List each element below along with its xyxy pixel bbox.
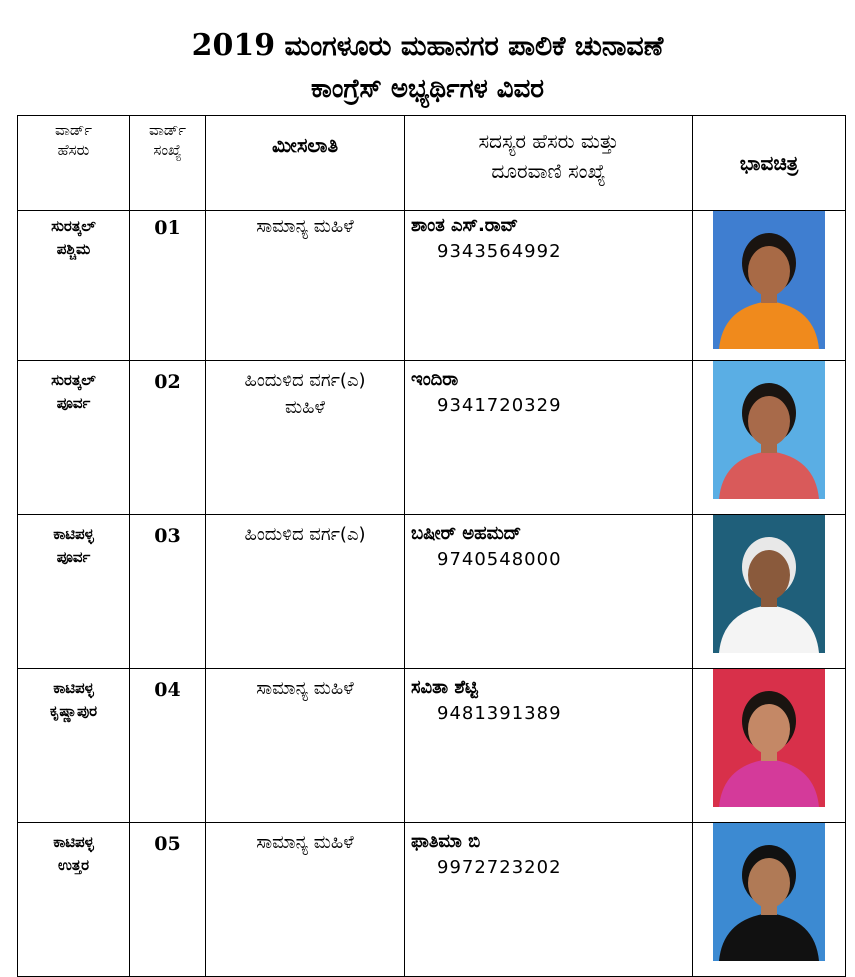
- ward-number: 04: [154, 679, 181, 701]
- member-name: ಬಷೀರ್ ಅಹಮದ್: [411, 523, 522, 544]
- candidate-photo: [713, 515, 825, 653]
- table-header-row: [18, 116, 846, 211]
- header-ward-name-line2: ಹೆಸರು: [57, 141, 90, 160]
- table-row: [18, 823, 846, 977]
- reservation-line1: ಹಿಂದುಳಿದ ವರ್ಗ(ಎ): [244, 524, 366, 545]
- ward-name-line1: ಕಾಟಿಪಳ್ಳ: [53, 525, 94, 543]
- member-name: ಸವಿತಾ ಶೆಟ್ಟಿ: [411, 677, 478, 698]
- member-cell: [405, 515, 693, 669]
- candidate-photo: [713, 361, 825, 499]
- member-phone: 9481391389: [437, 703, 562, 725]
- reservation-line2: ಮಹಿಳೆ: [285, 397, 325, 418]
- portrait-image: [713, 515, 825, 653]
- reservation-cell: [206, 211, 405, 361]
- ward-name-line2: ಉತ್ತರ: [57, 856, 90, 875]
- ward-number: 03: [154, 525, 181, 547]
- member-phone: 9972723202: [437, 857, 562, 879]
- member-phone: 9740548000: [437, 549, 562, 571]
- title-text: ಮಂಗಳೂರು ಮಹಾನಗರ ಪಾಲಿಕೆ ಚುನಾವಣೆ: [284, 31, 664, 62]
- reservation-cell: [206, 823, 405, 977]
- ward-name-line1: ಸುರತ್ಕಲ್: [51, 371, 96, 389]
- page-title: [0, 28, 855, 63]
- ward-name-line2: ಪೂರ್ವ: [56, 394, 91, 413]
- candidate-photo: [713, 211, 825, 349]
- ward-number: 01: [154, 217, 181, 239]
- header-photo-label: ಭಾವಚಿತ್ರ: [739, 151, 799, 175]
- portrait-image: [713, 669, 825, 807]
- header-reservation: [206, 116, 405, 211]
- ward-number-cell: [130, 361, 206, 515]
- member-cell: [405, 211, 693, 361]
- member-name: ಇಂದಿರಾ: [411, 369, 459, 390]
- page-subtitle: ಕಾಂಗ್ರೆಸ್ ಅಭ್ಯರ್ಥಿಗಳ ವಿವರ: [310, 74, 545, 104]
- ward-number-cell: [130, 515, 206, 669]
- header-member: [405, 116, 693, 211]
- title-year: 2019: [191, 28, 276, 63]
- photo-cell: [693, 211, 846, 361]
- header-member-line1: ಸದಸ್ಯರ ಹೆಸರು ಮತ್ತು: [478, 129, 619, 153]
- header-member-line2: ದೂರವಾಣಿ ಸಂಖ್ಯೆ: [491, 159, 606, 183]
- member-cell: [405, 361, 693, 515]
- portrait-image: [713, 361, 825, 499]
- ward-name-line2: ಕೃಷ್ಣಾಪುರ: [49, 702, 98, 721]
- ward-name-line1: ಕಾಟಿಪಳ್ಳ: [53, 833, 94, 851]
- member-cell: [405, 823, 693, 977]
- table-row: [18, 515, 846, 669]
- member-phone: 9343564992: [437, 241, 562, 263]
- reservation-cell: [206, 361, 405, 515]
- ward-name-line1: ಸುರತ್ಕಲ್: [51, 217, 96, 235]
- member-name: ಶಾಂತ ಎಸ್.ರಾವ್: [411, 215, 519, 236]
- table-row: [18, 361, 846, 515]
- member-phone: 9341720329: [437, 395, 562, 417]
- ward-name-cell: [18, 669, 130, 823]
- member-cell: [405, 669, 693, 823]
- table-row: [18, 669, 846, 823]
- reservation-line1: ಸಾಮಾನ್ಯ ಮಹಿಳೆ: [256, 678, 354, 699]
- reservation-cell: [206, 669, 405, 823]
- ward-name-cell: [18, 823, 130, 977]
- reservation-line1: ಸಾಮಾನ್ಯ ಮಹಿಳೆ: [256, 216, 354, 237]
- portrait-image: [713, 211, 825, 349]
- portrait-image: [713, 823, 825, 961]
- table-row: [18, 211, 846, 361]
- ward-name-line2: ಪೂರ್ವ: [56, 548, 91, 567]
- header-ward-number: [130, 116, 206, 211]
- candidates-table: [17, 115, 846, 977]
- ward-name-cell: [18, 515, 130, 669]
- ward-name-line1: ಕಾಟಿಪಳ್ಳ: [53, 679, 94, 697]
- header-photo: [693, 116, 846, 211]
- header-ward-name-line1: ವಾರ್ಡ್: [54, 121, 93, 139]
- ward-number-cell: [130, 823, 206, 977]
- ward-number-cell: [130, 211, 206, 361]
- member-name: ಫಾತಿಮಾ ಬಿ: [411, 831, 481, 852]
- ward-name-cell: [18, 361, 130, 515]
- header-ward-number-line1: ವಾರ್ಡ್: [148, 121, 187, 139]
- candidate-photo: [713, 669, 825, 807]
- reservation-line1: ಸಾಮಾನ್ಯ ಮಹಿಳೆ: [256, 832, 354, 853]
- reservation-line1: ಹಿಂದುಳಿದ ವರ್ಗ(ಎ): [244, 370, 366, 391]
- header-ward-number-line2: ಸಂಖ್ಯೆ: [153, 141, 182, 160]
- photo-cell: [693, 515, 846, 669]
- ward-name-line2: ಪಶ್ಚಿಮ: [56, 240, 91, 259]
- photo-cell: [693, 823, 846, 977]
- ward-number: 02: [154, 371, 181, 393]
- header-reservation-label: ಮೀಸಲಾತಿ: [271, 133, 339, 157]
- header-ward-name: [18, 116, 130, 211]
- photo-cell: [693, 669, 846, 823]
- ward-number: 05: [154, 833, 181, 855]
- ward-name-cell: [18, 211, 130, 361]
- photo-cell: [693, 361, 846, 515]
- ward-number-cell: [130, 669, 206, 823]
- reservation-cell: [206, 515, 405, 669]
- candidate-photo: [713, 823, 825, 961]
